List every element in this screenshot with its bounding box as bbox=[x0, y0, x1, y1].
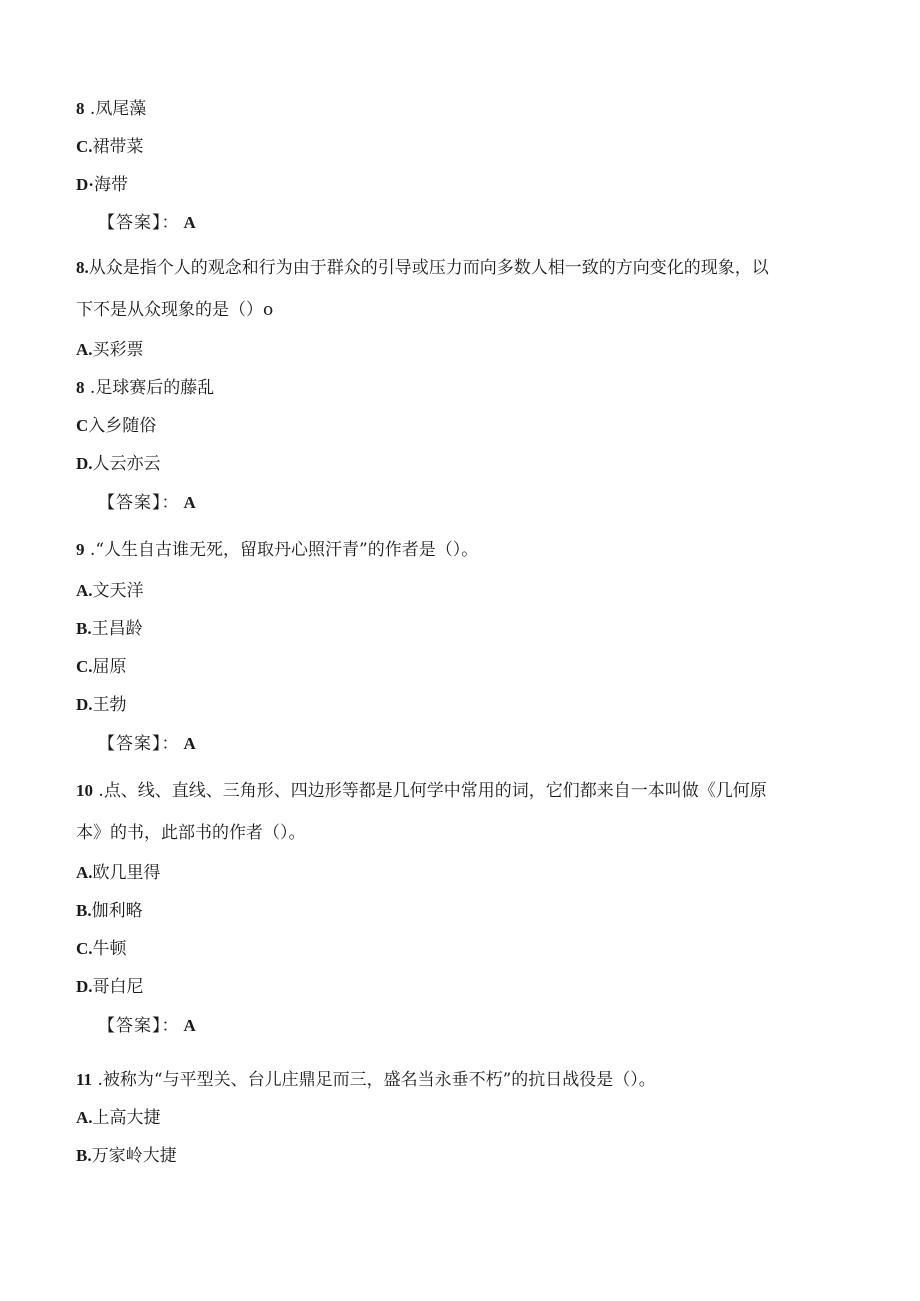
option-line: A.文天洋 bbox=[76, 581, 144, 601]
option-line: D.人云亦云 bbox=[76, 454, 161, 474]
option-line: B.伽利略 bbox=[76, 901, 143, 921]
answer-line: 【答案】： A bbox=[98, 1016, 196, 1036]
question-line: 11 .被称为“与平型关、台儿庄鼎足而三，盛名当永垂不朽”的抗日战役是（）。 bbox=[76, 1070, 656, 1090]
option-line: C.牛顿 bbox=[76, 939, 127, 959]
option-line: A.欧几里得 bbox=[76, 863, 161, 883]
option-line: A.上高大捷 bbox=[76, 1108, 161, 1128]
option-line: D.哥白尼 bbox=[76, 977, 144, 997]
option-line: 8 .足球赛后的藤乱 bbox=[76, 378, 215, 398]
option-line: C入乡随俗 bbox=[76, 416, 157, 436]
option-line: D.王勃 bbox=[76, 695, 127, 715]
option-line: C.裙带菜 bbox=[76, 137, 144, 157]
option-line: B.王昌龄 bbox=[76, 619, 143, 639]
question-line: 10 .点、线、直线、三角形、四边形等都是几何学中常用的词，它们都来自一本叫做《几何原 bbox=[76, 781, 767, 801]
option-line: C.屈原 bbox=[76, 657, 127, 677]
option-line: D·海带 bbox=[76, 175, 128, 195]
question-line: 9 .“人生自古谁无死，留取丹心照汗青”的作者是（）。 bbox=[76, 540, 479, 560]
answer-line: 【答案】： A bbox=[98, 213, 196, 233]
option-line: A.买彩票 bbox=[76, 340, 144, 360]
question-line-cont: 本》的书，此部书的作者（）。 bbox=[76, 823, 306, 843]
option-line: 8 .凤尾藻 bbox=[76, 99, 147, 119]
question-line-cont: 下不是从众现象的是（）o bbox=[76, 300, 274, 320]
question-line: 8.从众是指个人的观念和行为由于群众的引导或压力而向多数人相一致的方向变化的现象，以 bbox=[76, 258, 769, 278]
answer-line: 【答案】： A bbox=[98, 734, 196, 754]
option-line: B.万家岭大捷 bbox=[76, 1146, 177, 1166]
answer-line: 【答案】： A bbox=[98, 493, 196, 513]
